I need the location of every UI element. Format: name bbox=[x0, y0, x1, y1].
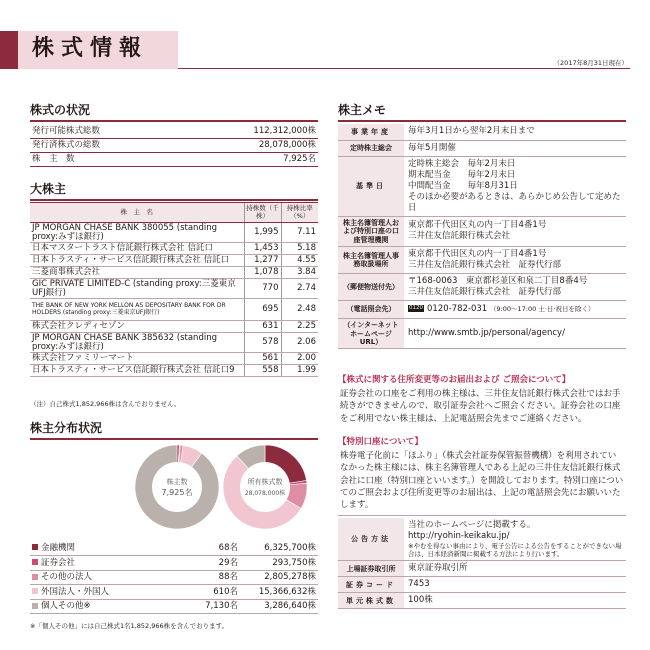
table-row bbox=[30, 223, 318, 243]
stock-status-row bbox=[30, 124, 318, 138]
memo-value: 100株 bbox=[404, 593, 626, 609]
memo-value: 毎年5月開催 bbox=[404, 140, 626, 156]
notice-method-line: 当社のホームページに掲載する。 bbox=[408, 520, 536, 530]
distribution-heading: 株主分布状況 bbox=[30, 421, 318, 440]
legend-swatch bbox=[32, 559, 38, 565]
legend-swatch bbox=[32, 603, 38, 609]
legend-swatch bbox=[32, 588, 38, 594]
holder-shares: 1,277 bbox=[244, 255, 281, 267]
memo-key: 株主名簿管理人および特別口座の口座管理機関 bbox=[338, 216, 404, 246]
memo-divider bbox=[338, 515, 626, 516]
col-name: 株 主 名 bbox=[30, 203, 244, 223]
memo-key: 公告方法 bbox=[338, 518, 404, 561]
memo-value bbox=[404, 518, 626, 561]
category-label: その他の法人 bbox=[41, 572, 93, 583]
donut-right-value: 28,078,000株 bbox=[244, 490, 286, 497]
stock-status-table bbox=[30, 124, 318, 167]
table-row bbox=[30, 570, 318, 585]
category-shares: 293,750株 bbox=[240, 556, 318, 571]
memo-row bbox=[338, 518, 626, 561]
table-row bbox=[30, 365, 318, 377]
memo-row bbox=[338, 593, 626, 609]
holder-ratio: 2.25 bbox=[281, 321, 318, 333]
holder-name: JP MORGAN CHASE BANK 385632 (standing proxy:みずほ銀行) bbox=[30, 333, 244, 353]
record-line: 中間配当金 毎年8月31日 bbox=[408, 180, 518, 191]
holder-name: JP MORGAN CHASE BANK 380055 (standing proxy:みずほ銀行) bbox=[30, 223, 244, 243]
notice-special-text: 株券電子化前に「ほふり」（株式会社証券保管振替機構）を利用されていなかった株主様には、株主名簿管理人である上記の三井住友信託銀行株式会社に口座（特別口座といいます。）を開設しております。特別口座についてのご照会および住所変更等のお届出は、上記の電話照会先にお願いいたします。 bbox=[340, 451, 624, 511]
memo-key: 定時株主総会 bbox=[338, 140, 404, 156]
memo-table-bottom bbox=[338, 518, 626, 609]
holder-ratio: 2.74 bbox=[281, 279, 318, 299]
title-accent bbox=[0, 31, 18, 69]
category-label: 証券会社 bbox=[41, 557, 76, 568]
address-line: 三井住友信託銀行株式会社 証券代行部 bbox=[408, 287, 562, 298]
major-shareholders-table bbox=[30, 202, 318, 377]
distribution-note: ※「個人その他」には自己株式1名1,852,966株を含んでおります。 bbox=[30, 622, 229, 630]
memo-row bbox=[338, 561, 626, 577]
table-row bbox=[30, 556, 318, 571]
memo-row bbox=[338, 319, 626, 349]
memo-key: 事業年度 bbox=[338, 124, 404, 140]
page-title: 株式情報 bbox=[32, 36, 149, 61]
memo-key: （電話照会先） bbox=[338, 301, 404, 319]
category-count: 68名 bbox=[160, 541, 240, 556]
status-value: 112,312,000株 bbox=[180, 124, 318, 138]
holder-shares: 770 bbox=[244, 279, 281, 299]
stock-status-row bbox=[30, 138, 318, 152]
table-row bbox=[30, 255, 318, 267]
memo-key: 基準日 bbox=[338, 156, 404, 216]
memo-row bbox=[338, 246, 626, 273]
donut-shares bbox=[222, 444, 308, 530]
holder-shares: 578 bbox=[244, 333, 281, 353]
memo-value: 東京証券取引所 bbox=[404, 561, 626, 577]
table-row bbox=[30, 267, 318, 279]
table-row bbox=[30, 243, 318, 255]
category-count: 29名 bbox=[160, 556, 240, 571]
notice-address-text: 証券会社の口座をご利用の株主様は、三井住友信託銀行株式会社ではお手続きができませんので、取引証券会社へご照会ください。証券会社の口座をご利用でない株主様は、上記電話照会先までご連絡ください。 bbox=[340, 389, 621, 424]
memo-table-top bbox=[338, 124, 626, 349]
as-of-date: （2017年8月31日現在） bbox=[553, 59, 628, 67]
memo-row bbox=[338, 301, 626, 319]
notice-method-note: ※やむを得ない事由により、電子公告による公告をすることができない場合は、日本経済新聞に掲載する方法により行います。 bbox=[408, 542, 622, 559]
memo-row bbox=[338, 274, 626, 301]
table-row bbox=[30, 585, 318, 600]
status-value: 28,078,000株 bbox=[180, 138, 318, 152]
holder-name: 日本トラスティ・サービス信託銀行株式会社 信託口 bbox=[30, 255, 244, 267]
donut-shareholders bbox=[134, 444, 220, 530]
holder-name: GIC PRIVATE LIMITED-C (standing proxy:三菱東京UFJ銀行) bbox=[30, 279, 244, 299]
table-row bbox=[30, 321, 318, 333]
holder-name: 日本トラスティ・サービス信託銀行株式会社 信託口9 bbox=[30, 365, 244, 377]
table-row bbox=[30, 541, 318, 556]
page-title-bar bbox=[0, 31, 178, 69]
category-count: 7,130名 bbox=[160, 599, 240, 614]
holder-ratio: 4.55 bbox=[281, 255, 318, 267]
category-count: 610名 bbox=[160, 585, 240, 600]
phone-number[interactable]: 0120-782-031 bbox=[427, 304, 488, 315]
status-label: 発行済株式の総数 bbox=[30, 138, 180, 152]
record-line: 期末配当金 毎年2月末日 bbox=[408, 169, 516, 180]
memo-row bbox=[338, 577, 626, 593]
table-row bbox=[30, 333, 318, 353]
holder-name: 日本マスタートラスト信託銀行株式会社 信託口 bbox=[30, 243, 244, 255]
holder-shares: 631 bbox=[244, 321, 281, 333]
shareholders-note: （注）自己株式1,852,966株は含んでおりません。 bbox=[30, 400, 181, 408]
freedial-icon: 0120 bbox=[409, 305, 423, 312]
holder-ratio: 7.11 bbox=[281, 223, 318, 243]
category-shares: 3,286,640株 bbox=[240, 599, 318, 614]
holder-name: 株式会社クレディセゾン bbox=[30, 321, 244, 333]
category-cell bbox=[30, 599, 160, 614]
col-ratio: 持株比率（%） bbox=[281, 203, 318, 223]
holder-name: 三菱商事株式会社 bbox=[30, 267, 244, 279]
address-line: 東京都千代田区丸の内一丁目4番1号 bbox=[408, 248, 547, 259]
header-row bbox=[30, 203, 318, 223]
legend-swatch bbox=[32, 574, 38, 580]
distribution-table bbox=[30, 541, 318, 614]
memo-value bbox=[404, 216, 626, 246]
memo-value bbox=[404, 246, 626, 273]
address-line: 〒168-0063 東京都杉並区和泉二丁目8番4号 bbox=[408, 276, 588, 287]
holder-ratio: 1.99 bbox=[281, 365, 318, 377]
category-shares: 15,366,632株 bbox=[240, 585, 318, 600]
holder-ratio: 3.84 bbox=[281, 267, 318, 279]
category-label: 個人その他※ bbox=[41, 601, 91, 612]
memo-value bbox=[404, 274, 626, 301]
holder-shares: 1,078 bbox=[244, 267, 281, 279]
address-line: 三井住友信託銀行株式会社 bbox=[408, 231, 511, 242]
memo-value[interactable]: http://www.smtb.jp/personal/agency/ bbox=[404, 319, 626, 349]
holder-shares: 561 bbox=[244, 353, 281, 365]
col-shares: 持株数（千株） bbox=[244, 203, 281, 223]
category-cell bbox=[30, 585, 160, 600]
memo-row bbox=[338, 216, 626, 246]
memo-key: 株主名簿管理人事務取扱場所 bbox=[338, 246, 404, 273]
memo-row bbox=[338, 140, 626, 156]
title-rule bbox=[178, 68, 630, 69]
notice-url[interactable]: http://ryohin-keikaku.jp/ bbox=[408, 531, 510, 542]
memo-row bbox=[338, 124, 626, 140]
donut-right-label: 所有株式数 bbox=[247, 478, 283, 486]
holder-shares: 1,453 bbox=[244, 243, 281, 255]
memo-value: 7453 bbox=[404, 577, 626, 593]
notice-special-title: 【特別口座について】 bbox=[338, 437, 423, 447]
memo-key: （郵便物送付先） bbox=[338, 274, 404, 301]
holder-shares: 1,995 bbox=[244, 223, 281, 243]
holder-ratio: 2.48 bbox=[281, 299, 318, 321]
memo-value bbox=[404, 301, 626, 319]
phone-hours: （9:00〜17:00 土·日·祝日を除く） bbox=[489, 305, 595, 314]
holder-name: 株式会社ファミリーマート bbox=[30, 353, 244, 365]
holder-name: THE BANK OF NEW YORK MELLON AS DEPOSITARY BANK FOR DR HOLDERS (standing proxy:三菱東京UFJ銀行) bbox=[30, 299, 244, 321]
donut-left-label: 株主数 bbox=[166, 478, 188, 486]
category-label: 金融機関 bbox=[41, 542, 76, 553]
category-cell bbox=[30, 541, 160, 556]
category-count: 88名 bbox=[160, 570, 240, 585]
status-value: 7,925名 bbox=[180, 152, 318, 166]
category-shares: 2,805,278株 bbox=[240, 570, 318, 585]
address-line: 三井住友信託銀行株式会社 証券代行部 bbox=[408, 260, 562, 270]
notice-address-title: 【株式に関する住所変更等のお届出および ご照会について】 bbox=[338, 375, 571, 385]
category-cell bbox=[30, 556, 160, 571]
category-label: 外国法人・外国人 bbox=[41, 586, 110, 597]
legend-swatch bbox=[32, 544, 38, 550]
record-line: そのほか必要があるときは、あらかじめ公告して定めた日 bbox=[408, 191, 621, 213]
major-shareholders-heading: 大株主 bbox=[30, 182, 318, 201]
holder-ratio: 2.00 bbox=[281, 353, 318, 365]
category-shares: 6,325,700株 bbox=[240, 541, 318, 556]
memo-key: （インターネットホームページURL） bbox=[338, 319, 404, 349]
table-row bbox=[30, 599, 318, 614]
status-label: 株 主 数 bbox=[30, 152, 180, 166]
holder-shares: 695 bbox=[244, 299, 281, 321]
donut-left-value: 7,925名 bbox=[161, 488, 193, 497]
holder-ratio: 2.06 bbox=[281, 333, 318, 353]
table-row bbox=[30, 299, 318, 321]
stock-status-row bbox=[30, 152, 318, 166]
holder-ratio: 5.18 bbox=[281, 243, 318, 255]
address-line: 東京都千代田区丸の内一丁目4番1号 bbox=[408, 220, 547, 231]
status-label: 発行可能株式総数 bbox=[30, 124, 180, 138]
memo-key: 単元株式数 bbox=[338, 593, 404, 609]
memo-heading: 株主メモ bbox=[338, 103, 626, 122]
memo-key: 上場証券取引所 bbox=[338, 561, 404, 577]
memo-value bbox=[404, 156, 626, 216]
holder-shares: 558 bbox=[244, 365, 281, 377]
category-cell bbox=[30, 570, 160, 585]
table-row bbox=[30, 353, 318, 365]
memo-value: 毎年3月1日から翌年2月末日まで bbox=[404, 124, 626, 140]
memo-key: 証券コード bbox=[338, 577, 404, 593]
stock-status-heading: 株式の状況 bbox=[30, 103, 318, 122]
memo-row bbox=[338, 156, 626, 216]
table-row bbox=[30, 279, 318, 299]
record-line: 定時株主総会 毎年2月末日 bbox=[408, 158, 516, 169]
